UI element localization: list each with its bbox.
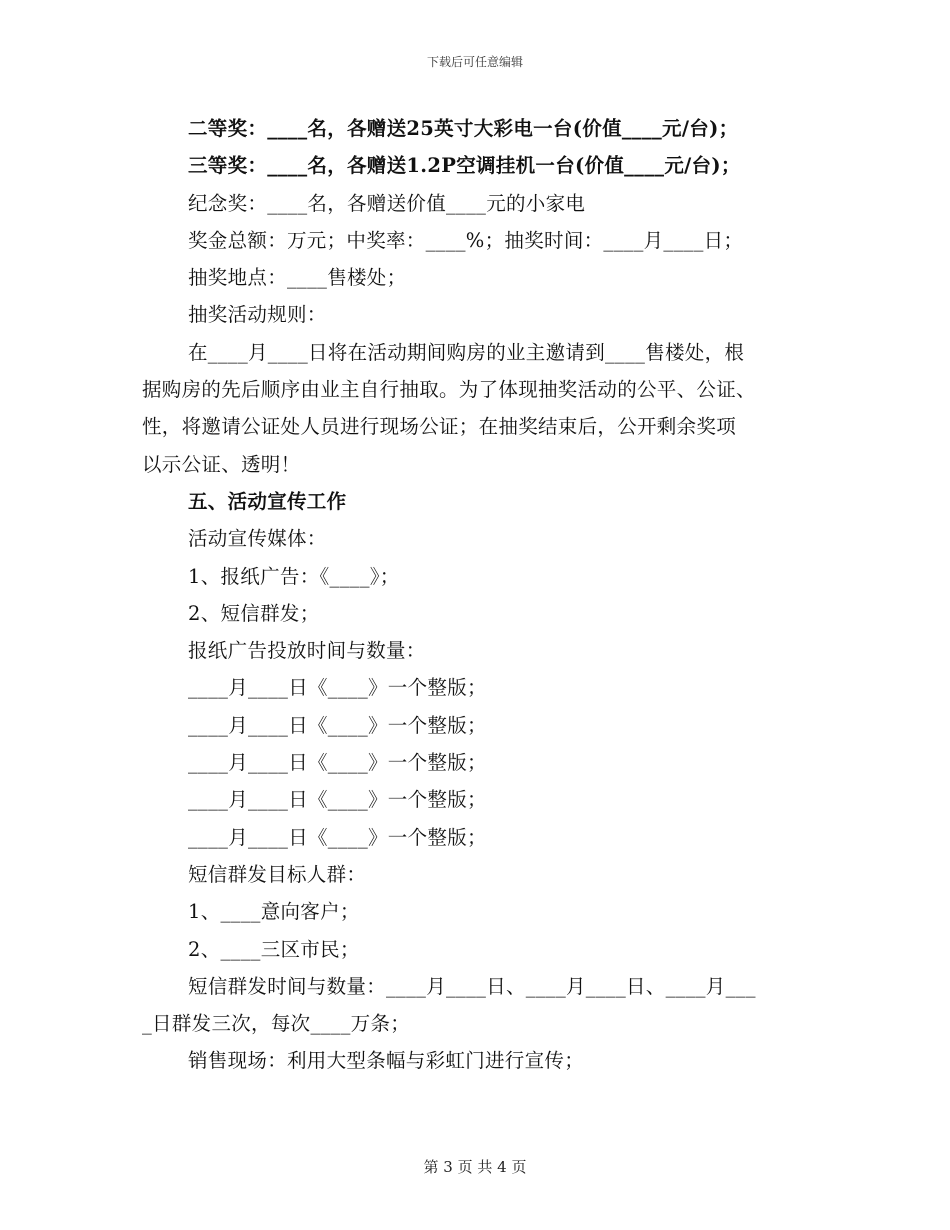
paragraph-line: ____月____日《____》一个整版；	[188, 788, 487, 812]
paragraph-line: 报纸广告投放时间与数量：	[188, 639, 426, 663]
bold-paragraph-line: 五、活动宣传工作	[188, 489, 347, 513]
paragraph-line: ____月____日《____》一个整版；	[188, 713, 487, 737]
paragraph-line: ____月____日《____》一个整版；	[188, 825, 487, 849]
document-body	[142, 110, 812, 1080]
paragraph-line: 2、短信群发；	[188, 601, 320, 625]
page-header: 下载后可任意编辑	[426, 55, 523, 69]
paragraph-line: 奖金总额：万元；中奖率：____%；抽奖时间：____月____日；	[188, 228, 744, 252]
paragraph-line: 1、报纸广告：《____》；	[188, 564, 400, 588]
paragraph-line: 据购房的先后顺序由业主自行抽取。为了体现抽奖活动的公平、公证、	[142, 378, 756, 402]
bold-paragraph-line: 二等奖：____名，各赠送25英寸大彩电一台(价值____元/台)；	[188, 117, 739, 140]
paragraph-line: 短信群发时间与数量：____月____日、____月____日、____月___	[188, 974, 756, 998]
paragraph-line: 纪念奖：____名，各赠送价值____元的小家电	[188, 191, 586, 215]
paragraph-line: 短信群发目标人群：	[188, 862, 367, 886]
paragraph-line: 以示公证、透明！	[142, 452, 301, 476]
paragraph-line: 抽奖地点：____售楼处；	[188, 266, 407, 290]
paragraph-line: 抽奖活动规则：	[188, 303, 327, 327]
page-footer: 第 3 页 共 4 页	[423, 1158, 527, 1176]
paragraph-line: ____月____日《____》一个整版；	[188, 676, 487, 700]
paragraph-line: 销售现场：利用大型条幅与彩虹门进行宣传；	[188, 1049, 585, 1073]
paragraph-line: 1、____意向客户；	[188, 900, 360, 924]
paragraph-line: 在____月____日将在活动期间购房的业主邀请到____售楼处，根	[188, 340, 745, 364]
paragraph-line: _日群发三次，每次____万条；	[142, 1012, 411, 1036]
paragraph-line: 活动宣传媒体：	[188, 527, 327, 551]
paragraph-line: 2、____三区市民；	[188, 937, 360, 961]
paragraph-line: 性，将邀请公证处人员进行现场公证；在抽奖结束后，公开剩余奖项	[142, 415, 737, 439]
bold-paragraph-line: 三等奖：____名，各赠送1.2P空调挂机一台(价值____元/台)；	[188, 154, 741, 178]
paragraph-line: ____月____日《____》一个整版；	[188, 751, 487, 775]
